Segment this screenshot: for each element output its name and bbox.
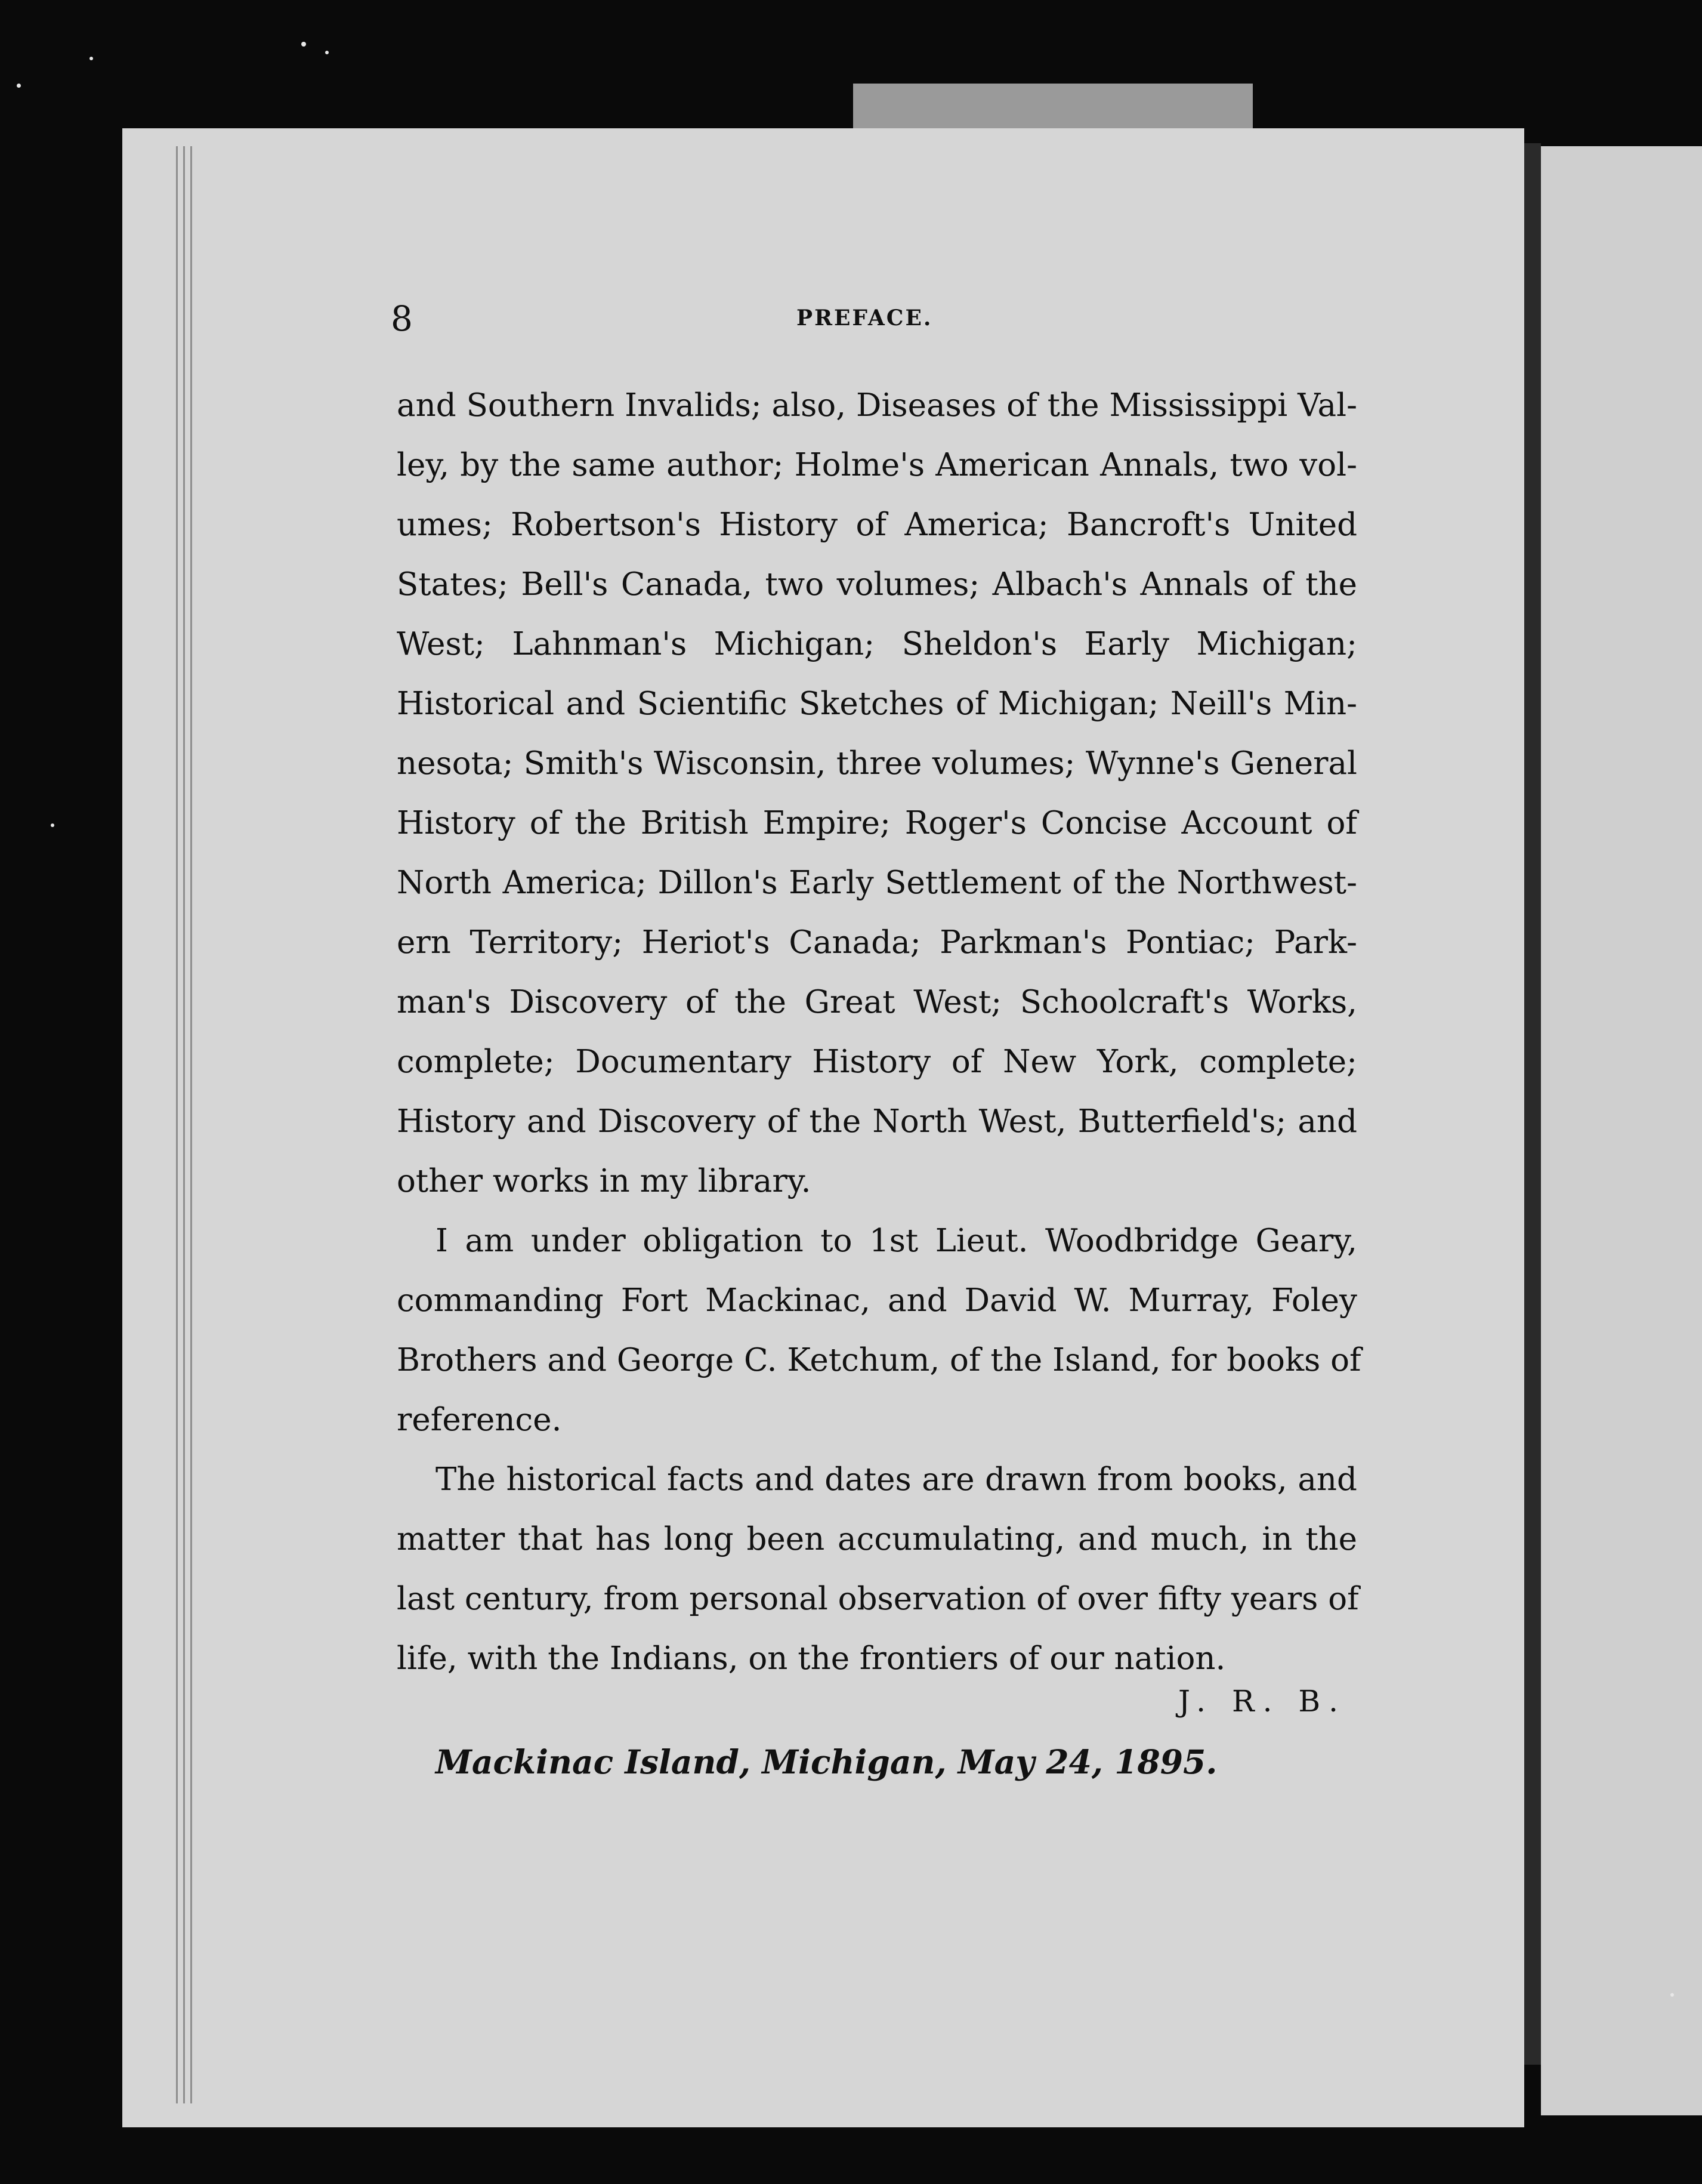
text-line: ley, by the same author; Holme's American Annals, two vol- <box>397 447 1357 483</box>
text-line: ern Territory; Heriot's Canada; Parkman's Pontiac; Park- <box>397 924 1357 961</box>
text-line: History and Discovery of the North West, Butterfield's; and <box>397 1103 1357 1140</box>
text-line: The historical facts and dates are drawn from books, and <box>435 1461 1357 1498</box>
page-number: 8 <box>391 298 413 339</box>
running-head: PREFACE. <box>796 306 933 331</box>
page-edge-line <box>190 146 192 2103</box>
film-speck <box>51 823 54 827</box>
film-speck <box>325 51 329 54</box>
text-line: man's Discovery of the Great West; Schoolcraft's Works, <box>397 984 1357 1020</box>
preface-body <box>397 376 1361 1689</box>
text-line: reference. <box>397 1402 562 1438</box>
text-line: complete; Documentary History of New York, complete; <box>397 1044 1357 1080</box>
text-line: Brothers and George C. Ketchum, of the Island, for books of <box>397 1342 1361 1378</box>
text-line: nesota; Smith's Wisconsin, three volumes; Wynne's General <box>397 745 1357 782</box>
film-speck <box>17 84 21 88</box>
film-speck <box>301 42 306 47</box>
text-line: Historical and Scientific Sketches of Michigan; Neill's Min- <box>397 686 1357 722</box>
text-line: matter that has long been accumulating, and much, in the <box>397 1521 1357 1557</box>
page-edge-line <box>176 146 178 2103</box>
text-line: other works in my library. <box>397 1163 811 1199</box>
signature-initials: J. R. B. <box>1178 1684 1347 1719</box>
text-line: and Southern Invalids; also, Diseases of the Mississippi Val- <box>397 387 1357 424</box>
text-line: life, with the Indians, on the frontiers of our nation. <box>397 1640 1226 1677</box>
dateline: Mackinac Island, Michigan, May 24, 1895. <box>435 1742 1218 1781</box>
text-line: I am under obligation to 1st Lieut. Woodbridge Geary, <box>435 1223 1357 1259</box>
text-line: North America; Dillon's Early Settlement of the Northwest- <box>397 865 1357 901</box>
film-speck <box>89 57 93 60</box>
page-edge-line <box>183 146 185 2103</box>
text-line: commanding Fort Mackinac, and David W. Murray, Foley <box>397 1282 1357 1319</box>
facing-page-edge <box>1541 146 1702 2115</box>
text-line: States; Bell's Canada, two volumes; Albach's Annals of the <box>397 566 1357 603</box>
film-speck <box>1670 1993 1674 1997</box>
text-line: last century, from personal observation of over fifty years of <box>397 1581 1359 1617</box>
text-line: History of the British Empire; Roger's Concise Account of <box>397 805 1357 841</box>
text-line: West; Lahnman's Michigan; Sheldon's Early Michigan; <box>397 626 1357 662</box>
text-line: umes; Robertson's History of America; Bancroft's United <box>397 507 1357 543</box>
page-gutter <box>1524 143 1541 2065</box>
